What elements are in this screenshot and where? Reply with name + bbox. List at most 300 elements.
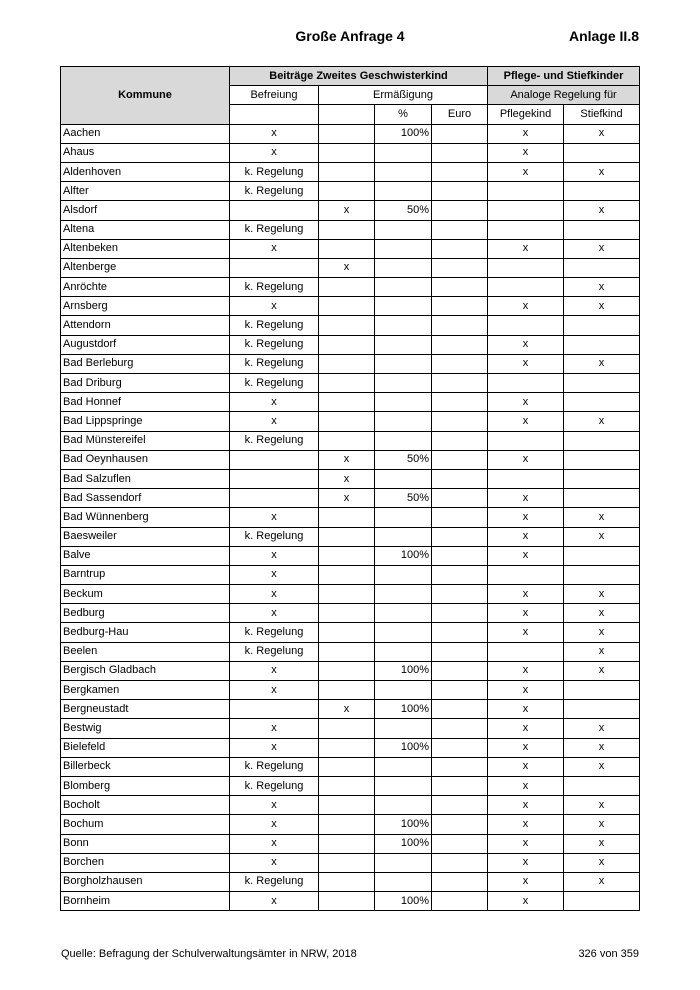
cell-ermaessigung	[319, 297, 375, 316]
cell-percent	[375, 162, 432, 181]
cell-pflegekind: x	[488, 508, 564, 527]
cell-euro	[432, 872, 488, 891]
cell-percent	[375, 412, 432, 431]
cell-befreiung: k. Regelung	[230, 374, 319, 393]
table-row	[61, 585, 640, 604]
cell-kommune: Blomberg	[61, 776, 230, 795]
cell-euro	[432, 738, 488, 757]
cell-ermaessigung	[319, 162, 375, 181]
cell-pflegekind	[488, 182, 564, 201]
table-row	[61, 623, 640, 642]
table-row	[61, 681, 640, 700]
cell-kommune: Bergneustadt	[61, 700, 230, 719]
cell-pflegekind	[488, 565, 564, 584]
cell-pflegekind: x	[488, 700, 564, 719]
cell-kommune: Beelen	[61, 642, 230, 661]
annex-label: Anlage II.8	[568, 28, 639, 44]
header-kommune: Kommune	[61, 67, 230, 125]
cell-euro	[432, 450, 488, 469]
cell-pflegekind: x	[488, 661, 564, 680]
header-beitraege: Beiträge Zweites Geschwisterkind	[230, 67, 488, 86]
cell-pflegekind: x	[488, 853, 564, 872]
cell-pflegekind: x	[488, 604, 564, 623]
cell-kommune: Arnsberg	[61, 297, 230, 316]
cell-kommune: Bielefeld	[61, 738, 230, 757]
cell-stiefkind: x	[564, 623, 640, 642]
cell-befreiung: x	[230, 834, 319, 853]
cell-percent	[375, 508, 432, 527]
cell-stiefkind	[564, 565, 640, 584]
cell-stiefkind: x	[564, 585, 640, 604]
cell-percent	[375, 220, 432, 239]
cell-percent	[375, 316, 432, 335]
cell-stiefkind	[564, 450, 640, 469]
cell-ermaessigung: x	[319, 700, 375, 719]
cell-kommune: Attendorn	[61, 316, 230, 335]
cell-pflegekind	[488, 374, 564, 393]
cell-percent	[375, 143, 432, 162]
cell-percent	[375, 354, 432, 373]
table-row	[61, 892, 640, 911]
cell-stiefkind: x	[564, 527, 640, 546]
cell-pflegekind: x	[488, 546, 564, 565]
cell-euro	[432, 469, 488, 488]
cell-pflegekind: x	[488, 162, 564, 181]
cell-befreiung: k. Regelung	[230, 776, 319, 795]
cell-ermaessigung	[319, 776, 375, 795]
cell-pflegekind	[488, 431, 564, 450]
cell-befreiung: x	[230, 892, 319, 911]
table-row	[61, 354, 640, 373]
table-row	[61, 719, 640, 738]
table-row	[61, 220, 640, 239]
cell-ermaessigung	[319, 661, 375, 680]
cell-pflegekind	[488, 278, 564, 297]
cell-kommune: Bad Driburg	[61, 374, 230, 393]
cell-stiefkind	[564, 374, 640, 393]
table-row	[61, 316, 640, 335]
cell-stiefkind	[564, 431, 640, 450]
cell-percent	[375, 431, 432, 450]
cell-befreiung: x	[230, 239, 319, 258]
cell-kommune: Bad Wünnenberg	[61, 508, 230, 527]
cell-euro	[432, 834, 488, 853]
table-row	[61, 796, 640, 815]
cell-percent: 100%	[375, 546, 432, 565]
cell-befreiung: k. Regelung	[230, 162, 319, 181]
cell-kommune: Aldenhoven	[61, 162, 230, 181]
cell-percent	[375, 796, 432, 815]
cell-euro	[432, 489, 488, 508]
cell-stiefkind: x	[564, 796, 640, 815]
cell-ermaessigung: x	[319, 201, 375, 220]
cell-percent: 100%	[375, 834, 432, 853]
cell-kommune: Altenbeken	[61, 239, 230, 258]
cell-ermaessigung	[319, 815, 375, 834]
cell-stiefkind	[564, 700, 640, 719]
cell-stiefkind: x	[564, 872, 640, 891]
cell-ermaessigung	[319, 374, 375, 393]
cell-stiefkind	[564, 335, 640, 354]
cell-kommune: Ahaus	[61, 143, 230, 162]
cell-pflegekind: x	[488, 623, 564, 642]
cell-ermaessigung: x	[319, 489, 375, 508]
cell-ermaessigung	[319, 354, 375, 373]
cell-befreiung: x	[230, 661, 319, 680]
cell-stiefkind: x	[564, 354, 640, 373]
cell-euro	[432, 585, 488, 604]
cell-pflegekind: x	[488, 335, 564, 354]
cell-ermaessigung: x	[319, 258, 375, 277]
cell-stiefkind: x	[564, 239, 640, 258]
cell-percent: 100%	[375, 892, 432, 911]
cell-befreiung: k. Regelung	[230, 872, 319, 891]
cell-euro	[432, 124, 488, 143]
cell-percent	[375, 335, 432, 354]
header-pflegekind: Pflegekind	[488, 105, 564, 124]
cell-euro	[432, 853, 488, 872]
cell-befreiung: x	[230, 796, 319, 815]
header-blank	[319, 105, 375, 124]
cell-stiefkind: x	[564, 661, 640, 680]
cell-stiefkind	[564, 220, 640, 239]
cell-pflegekind: x	[488, 757, 564, 776]
cell-euro	[432, 297, 488, 316]
cell-stiefkind	[564, 316, 640, 335]
table-row	[61, 604, 640, 623]
cell-befreiung: x	[230, 565, 319, 584]
cell-kommune: Beckum	[61, 585, 230, 604]
table-row	[61, 834, 640, 853]
cell-kommune: Bergkamen	[61, 681, 230, 700]
cell-percent	[375, 565, 432, 584]
table-row	[61, 393, 640, 412]
cell-ermaessigung	[319, 604, 375, 623]
cell-pflegekind	[488, 258, 564, 277]
cell-stiefkind: x	[564, 834, 640, 853]
cell-ermaessigung	[319, 719, 375, 738]
cell-percent	[375, 623, 432, 642]
cell-kommune: Bornheim	[61, 892, 230, 911]
cell-stiefkind: x	[564, 815, 640, 834]
cell-euro	[432, 681, 488, 700]
cell-euro	[432, 604, 488, 623]
cell-percent	[375, 278, 432, 297]
cell-ermaessigung	[319, 796, 375, 815]
cell-euro	[432, 796, 488, 815]
cell-euro	[432, 546, 488, 565]
cell-euro	[432, 565, 488, 584]
cell-befreiung: x	[230, 738, 319, 757]
cell-pflegekind: x	[488, 489, 564, 508]
cell-euro	[432, 776, 488, 795]
cell-percent: 100%	[375, 124, 432, 143]
cell-ermaessigung	[319, 316, 375, 335]
table-row	[61, 239, 640, 258]
cell-euro	[432, 527, 488, 546]
cell-befreiung: k. Regelung	[230, 278, 319, 297]
cell-stiefkind	[564, 469, 640, 488]
header-stiefkind: Stiefkind	[564, 105, 640, 124]
cell-stiefkind: x	[564, 757, 640, 776]
cell-kommune: Altenberge	[61, 258, 230, 277]
cell-kommune: Bochum	[61, 815, 230, 834]
cell-befreiung	[230, 201, 319, 220]
cell-ermaessigung	[319, 143, 375, 162]
cell-euro	[432, 182, 488, 201]
cell-kommune: Bergisch Gladbach	[61, 661, 230, 680]
cell-befreiung	[230, 450, 319, 469]
cell-befreiung: k. Regelung	[230, 623, 319, 642]
cell-euro	[432, 374, 488, 393]
cell-kommune: Bad Oeynhausen	[61, 450, 230, 469]
cell-euro	[432, 412, 488, 431]
cell-befreiung: k. Regelung	[230, 642, 319, 661]
cell-ermaessigung	[319, 892, 375, 911]
cell-ermaessigung	[319, 872, 375, 891]
cell-stiefkind: x	[564, 201, 640, 220]
data-table	[60, 66, 640, 911]
cell-euro	[432, 661, 488, 680]
table-row	[61, 469, 640, 488]
cell-stiefkind	[564, 393, 640, 412]
cell-percent	[375, 374, 432, 393]
cell-percent: 100%	[375, 738, 432, 757]
cell-euro	[432, 431, 488, 450]
cell-befreiung	[230, 700, 319, 719]
cell-befreiung	[230, 489, 319, 508]
cell-pflegekind: x	[488, 681, 564, 700]
table-row	[61, 297, 640, 316]
header-analog: Analoge Regelung für	[488, 86, 640, 105]
cell-befreiung: k. Regelung	[230, 354, 319, 373]
header-percent: %	[375, 105, 432, 124]
cell-kommune: Bad Honnef	[61, 393, 230, 412]
cell-stiefkind: x	[564, 412, 640, 431]
cell-kommune: Borchen	[61, 853, 230, 872]
cell-befreiung: x	[230, 546, 319, 565]
cell-stiefkind: x	[564, 297, 640, 316]
cell-percent	[375, 527, 432, 546]
cell-befreiung: k. Regelung	[230, 757, 319, 776]
cell-kommune: Bonn	[61, 834, 230, 853]
cell-ermaessigung	[319, 239, 375, 258]
header-blank	[230, 105, 319, 124]
table-row	[61, 661, 640, 680]
cell-befreiung: x	[230, 412, 319, 431]
cell-euro	[432, 642, 488, 661]
cell-euro	[432, 335, 488, 354]
cell-kommune: Altena	[61, 220, 230, 239]
table-row	[61, 757, 640, 776]
cell-pflegekind: x	[488, 834, 564, 853]
cell-percent	[375, 585, 432, 604]
cell-stiefkind	[564, 892, 640, 911]
cell-pflegekind: x	[488, 412, 564, 431]
cell-percent	[375, 469, 432, 488]
cell-befreiung	[230, 469, 319, 488]
cell-befreiung: x	[230, 719, 319, 738]
cell-kommune: Bedburg-Hau	[61, 623, 230, 642]
cell-pflegekind: x	[488, 872, 564, 891]
cell-ermaessigung	[319, 508, 375, 527]
cell-percent	[375, 239, 432, 258]
cell-pflegekind	[488, 220, 564, 239]
cell-ermaessigung	[319, 642, 375, 661]
cell-befreiung: x	[230, 604, 319, 623]
cell-ermaessigung	[319, 853, 375, 872]
cell-ermaessigung	[319, 124, 375, 143]
table-row	[61, 450, 640, 469]
cell-pflegekind: x	[488, 815, 564, 834]
table-row	[61, 143, 640, 162]
cell-stiefkind	[564, 489, 640, 508]
cell-stiefkind: x	[564, 853, 640, 872]
cell-percent	[375, 776, 432, 795]
cell-befreiung: x	[230, 297, 319, 316]
cell-kommune: Bocholt	[61, 796, 230, 815]
cell-ermaessigung	[319, 565, 375, 584]
cell-percent: 50%	[375, 489, 432, 508]
cell-euro	[432, 239, 488, 258]
cell-stiefkind	[564, 182, 640, 201]
cell-percent: 50%	[375, 450, 432, 469]
header-euro: Euro	[432, 105, 488, 124]
cell-ermaessigung	[319, 393, 375, 412]
table-row	[61, 162, 640, 181]
table-row	[61, 124, 640, 143]
cell-ermaessigung	[319, 623, 375, 642]
cell-pflegekind	[488, 201, 564, 220]
cell-ermaessigung	[319, 546, 375, 565]
cell-befreiung: k. Regelung	[230, 431, 319, 450]
page-number: 326 von 359	[578, 948, 639, 960]
cell-kommune: Aachen	[61, 124, 230, 143]
cell-euro	[432, 393, 488, 412]
table-row	[61, 489, 640, 508]
cell-euro	[432, 162, 488, 181]
table-row	[61, 258, 640, 277]
table-body	[61, 124, 640, 911]
cell-pflegekind: x	[488, 719, 564, 738]
cell-pflegekind: x	[488, 892, 564, 911]
cell-pflegekind: x	[488, 738, 564, 757]
cell-percent	[375, 681, 432, 700]
cell-befreiung: k. Regelung	[230, 316, 319, 335]
cell-percent	[375, 642, 432, 661]
cell-euro	[432, 278, 488, 297]
cell-stiefkind: x	[564, 642, 640, 661]
cell-stiefkind: x	[564, 278, 640, 297]
table-row	[61, 201, 640, 220]
cell-euro	[432, 143, 488, 162]
cell-percent	[375, 297, 432, 316]
cell-befreiung: x	[230, 143, 319, 162]
cell-ermaessigung	[319, 527, 375, 546]
cell-kommune: Barntrup	[61, 565, 230, 584]
cell-pflegekind: x	[488, 297, 564, 316]
cell-kommune: Baesweiler	[61, 527, 230, 546]
cell-pflegekind: x	[488, 393, 564, 412]
cell-stiefkind	[564, 681, 640, 700]
table-row	[61, 508, 640, 527]
cell-percent: 100%	[375, 700, 432, 719]
cell-kommune: Bad Salzuflen	[61, 469, 230, 488]
cell-kommune: Billerbeck	[61, 757, 230, 776]
cell-euro	[432, 201, 488, 220]
table-row	[61, 738, 640, 757]
cell-euro	[432, 316, 488, 335]
cell-euro	[432, 623, 488, 642]
cell-ermaessigung	[319, 220, 375, 239]
cell-kommune: Alfter	[61, 182, 230, 201]
cell-pflegekind: x	[488, 450, 564, 469]
cell-pflegekind: x	[488, 124, 564, 143]
cell-ermaessigung	[319, 278, 375, 297]
cell-euro	[432, 354, 488, 373]
cell-ermaessigung: x	[319, 469, 375, 488]
table-row	[61, 565, 640, 584]
cell-ermaessigung	[319, 431, 375, 450]
cell-stiefkind	[564, 546, 640, 565]
cell-euro	[432, 815, 488, 834]
cell-befreiung: x	[230, 853, 319, 872]
table-row	[61, 700, 640, 719]
table-row	[61, 642, 640, 661]
cell-pflegekind: x	[488, 354, 564, 373]
header-befreiung: Befreiung	[230, 86, 319, 105]
cell-ermaessigung	[319, 412, 375, 431]
cell-pflegekind	[488, 316, 564, 335]
cell-euro	[432, 220, 488, 239]
cell-percent	[375, 719, 432, 738]
cell-kommune: Bad Lippspringe	[61, 412, 230, 431]
cell-befreiung	[230, 258, 319, 277]
table-row	[61, 374, 640, 393]
cell-ermaessigung	[319, 681, 375, 700]
cell-euro	[432, 700, 488, 719]
cell-euro	[432, 258, 488, 277]
cell-befreiung: k. Regelung	[230, 527, 319, 546]
table-row	[61, 776, 640, 795]
cell-befreiung: x	[230, 681, 319, 700]
cell-percent	[375, 872, 432, 891]
cell-stiefkind	[564, 143, 640, 162]
cell-percent	[375, 853, 432, 872]
cell-pflegekind	[488, 642, 564, 661]
cell-pflegekind: x	[488, 143, 564, 162]
cell-pflegekind: x	[488, 776, 564, 795]
cell-ermaessigung	[319, 738, 375, 757]
cell-befreiung: k. Regelung	[230, 335, 319, 354]
cell-percent	[375, 757, 432, 776]
cell-kommune: Balve	[61, 546, 230, 565]
table-row	[61, 412, 640, 431]
cell-ermaessigung	[319, 182, 375, 201]
cell-pflegekind: x	[488, 527, 564, 546]
cell-euro	[432, 719, 488, 738]
cell-euro	[432, 892, 488, 911]
cell-stiefkind: x	[564, 719, 640, 738]
cell-kommune: Bad Münstereifel	[61, 431, 230, 450]
source-note: Quelle: Befragung der Schulverwaltungsämter in NRW, 2018	[61, 948, 357, 960]
cell-pflegekind: x	[488, 239, 564, 258]
cell-percent: 100%	[375, 661, 432, 680]
cell-pflegekind: x	[488, 585, 564, 604]
cell-befreiung: x	[230, 585, 319, 604]
cell-befreiung: k. Regelung	[230, 182, 319, 201]
cell-kommune: Augustdorf	[61, 335, 230, 354]
